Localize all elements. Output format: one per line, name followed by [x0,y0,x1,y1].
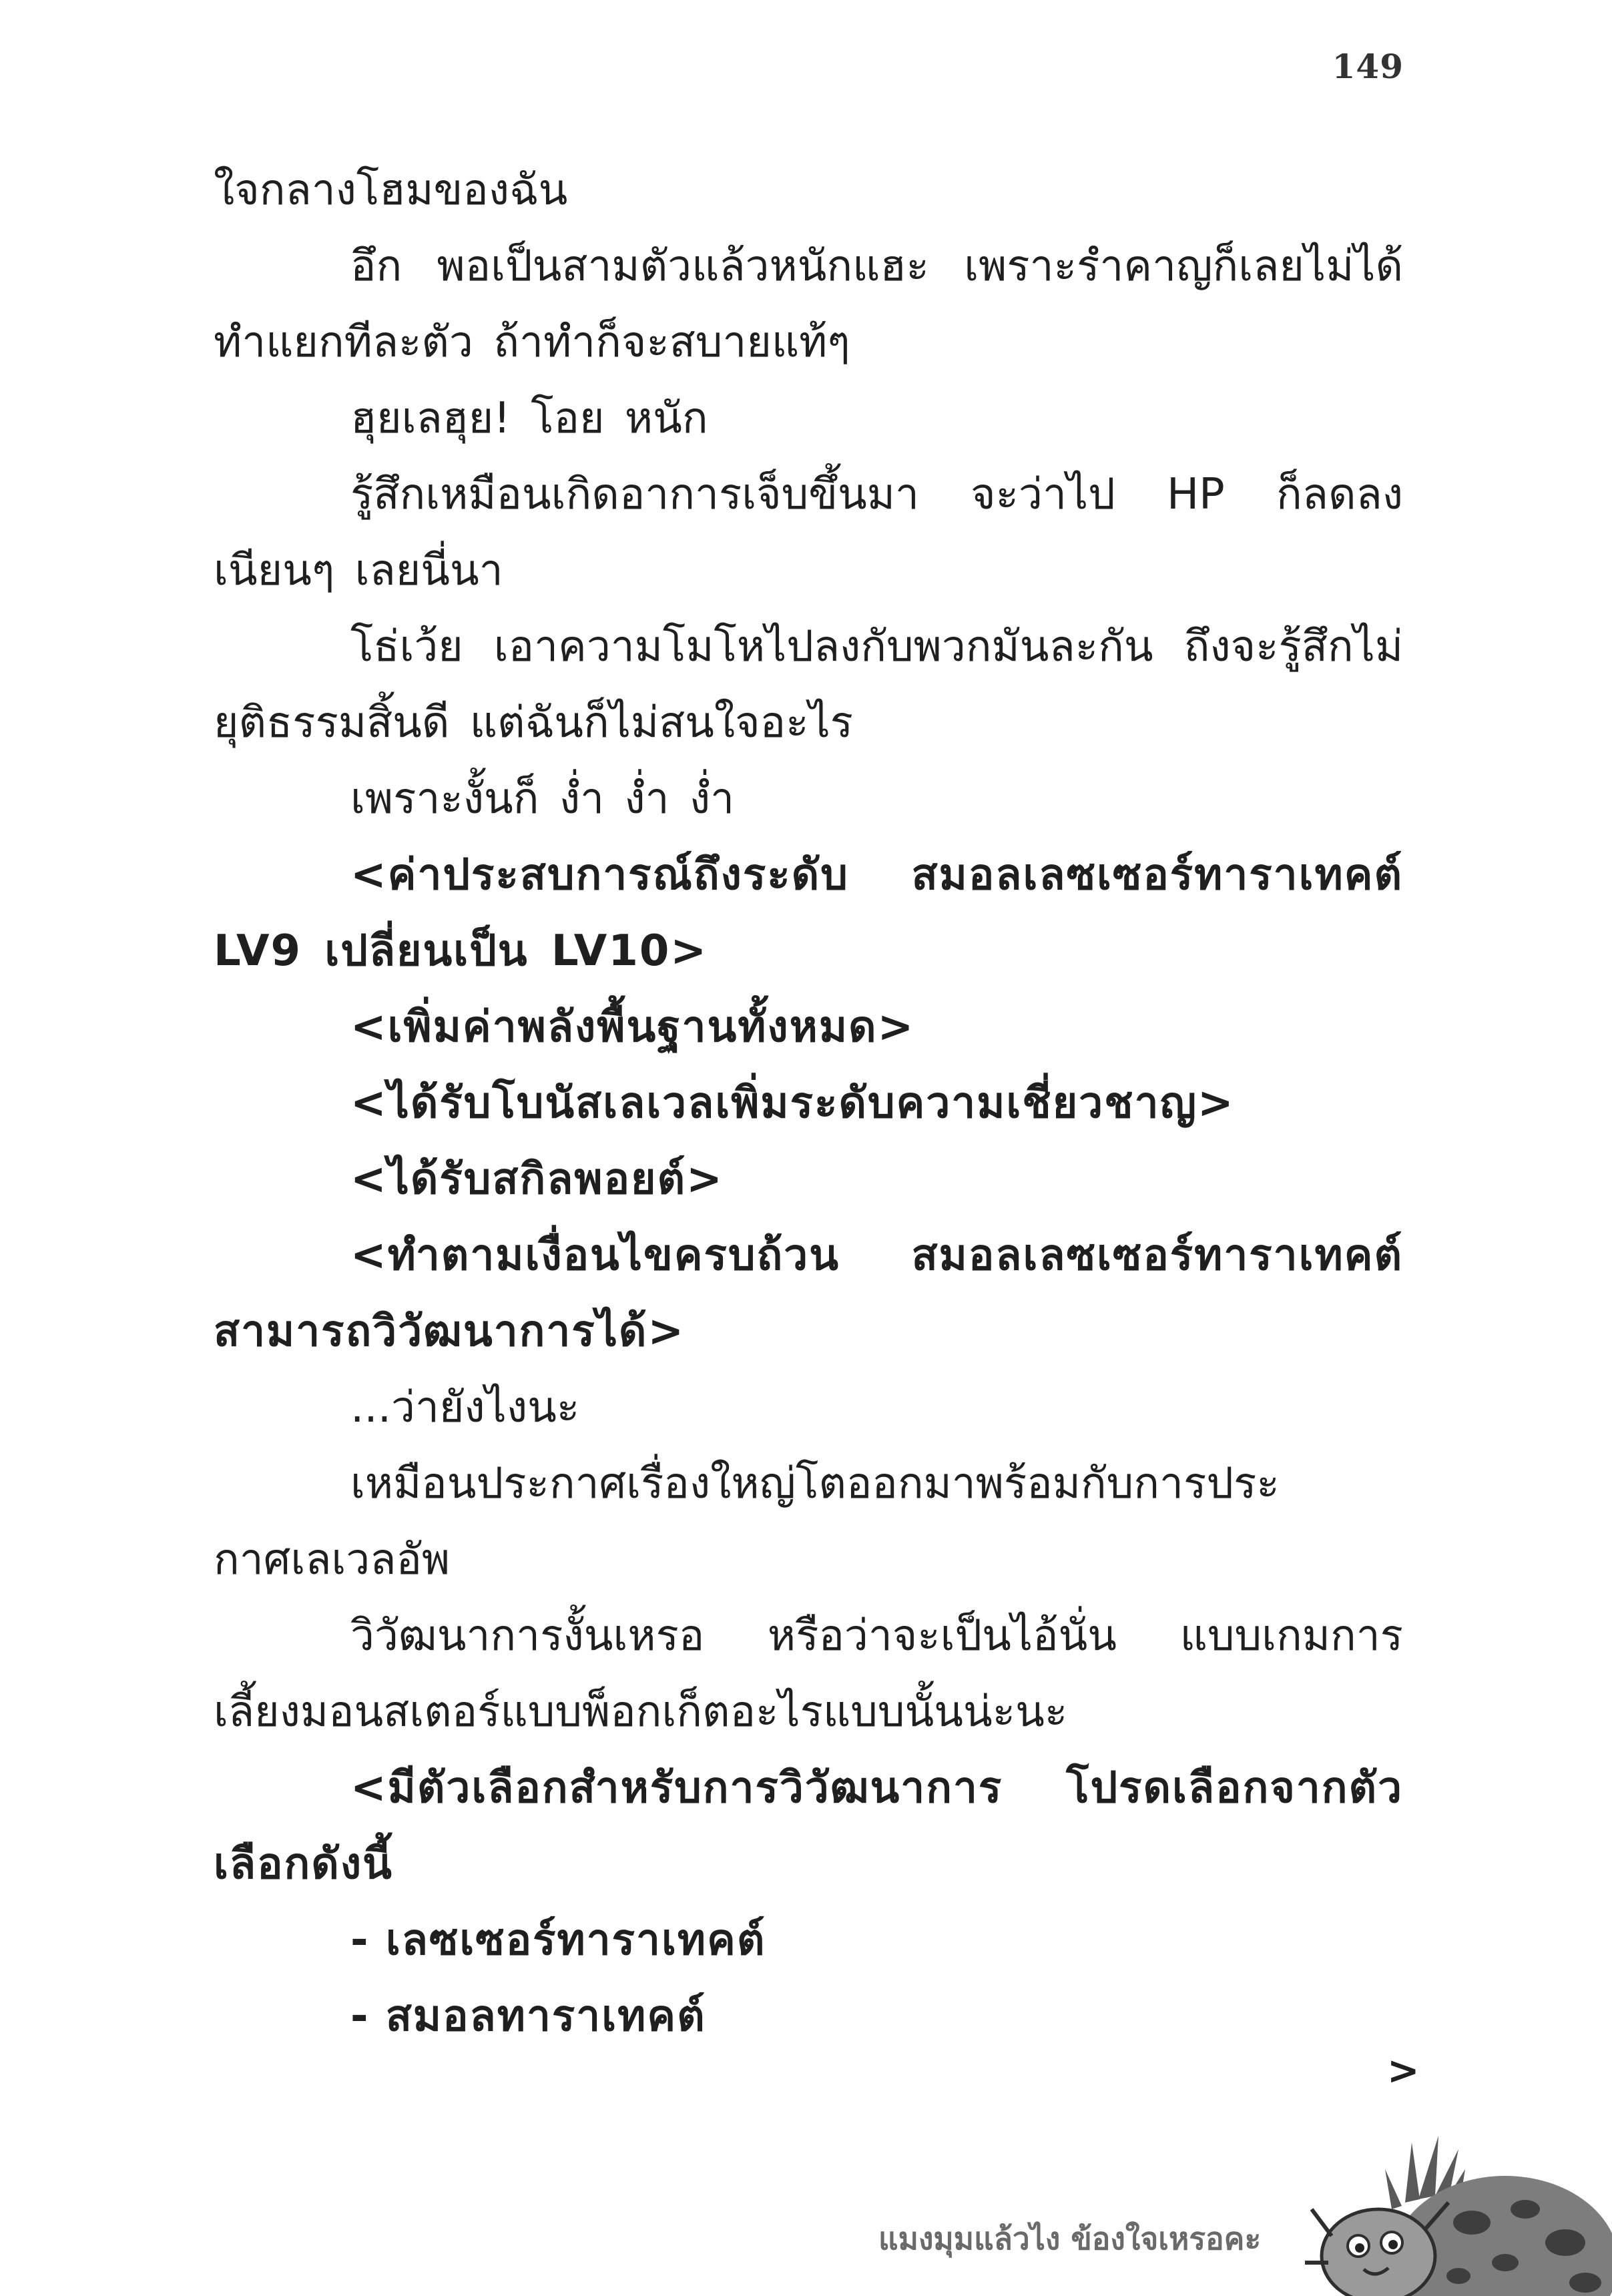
system-message: <ได้รับโบนัสเลเวลเพิ่มระดับความเชี่ยวชาญ> [350,1079,1235,1128]
paragraph: โธ่เว้ย เอาความโมโหไปลงกับพวกมันละกัน ถึงจะรู้สึกไม่ยุติธรรมสิ้นดี แต่ฉันก็ไม่สนใจอะไร [214,622,1403,748]
body-text [214,152,1403,2054]
paragraph: วิวัฒนาการงั้นเหรอ หรือว่าจะเป็นไอ้นั่น แบบเกมการเลี้ยงมอนสเตอร์แบบพ็อกเก็ตอะไรแบบนั้นน่ะนะ [214,1611,1403,1737]
spider-mascot-icon [1305,2129,1612,2296]
evolution-option: - เลซเซอร์ทาราเทคต์ [350,1916,766,1965]
evolution-option: - สมอลทาราเทคต์ [350,1992,706,2041]
page-number: 149 [1332,47,1404,86]
system-message: <ทำตามเงื่อนไขครบถ้วน สมอลเลซเซอร์ทาราเทคต์สามารถวิวัฒนาการได้> [214,1231,1403,1356]
spider-pupil [1388,2240,1398,2249]
paragraph: เหมือนประกาศเรื่องใหญ่โตออกมาพร้อมกับการประกาศเลเวลอัพ [214,1459,1280,1585]
system-message: <ได้รับสกิลพอยต์> [350,1155,724,1204]
paragraph: ใจกลางโฮมของฉัน [214,166,568,215]
spider-body [1322,2209,1435,2296]
paragraph: ...ว่ายังไงนะ [350,1383,580,1432]
paragraph: รู้สึกเหมือนเกิดอาการเจ็บขึ้นมา จะว่าไป HP ก็ลดลงเนียนๆ เลยนี่นา [214,470,1403,595]
closing-bracket: > [1387,2048,1420,2093]
system-message: <เพิ่มค่าพลังพื้นฐานทั้งหมด> [350,1002,915,1052]
paragraph: ฮุยเลฮุย! โอย หนัก [350,394,708,443]
footer-book-title: แมงมุมแล้วไง ข้องใจเหรอคะ [878,2221,1262,2257]
system-message: <มีตัวเลือกสำหรับการวิวัฒนาการ โปรดเลือกจากตัวเลือกดังนี้ [214,1763,1403,1889]
spider-pupil [1355,2243,1364,2253]
system-message: <ค่าประสบการณ์ถึงระดับ สมอลเลซเซอร์ทาราเทคต์ LV9 เปลี่ยนเป็น LV10> [214,850,1403,976]
paragraph: อึก พอเป็นสามตัวแล้วหนักแฮะ เพราะรำคาญก็เลยไม่ได้ทำแยกทีละตัว ถ้าทำก็จะสบายแท้ๆ [214,242,1403,367]
paragraph: เพราะงั้นก็ ง่ำ ง่ำ ง่ำ [350,774,735,824]
